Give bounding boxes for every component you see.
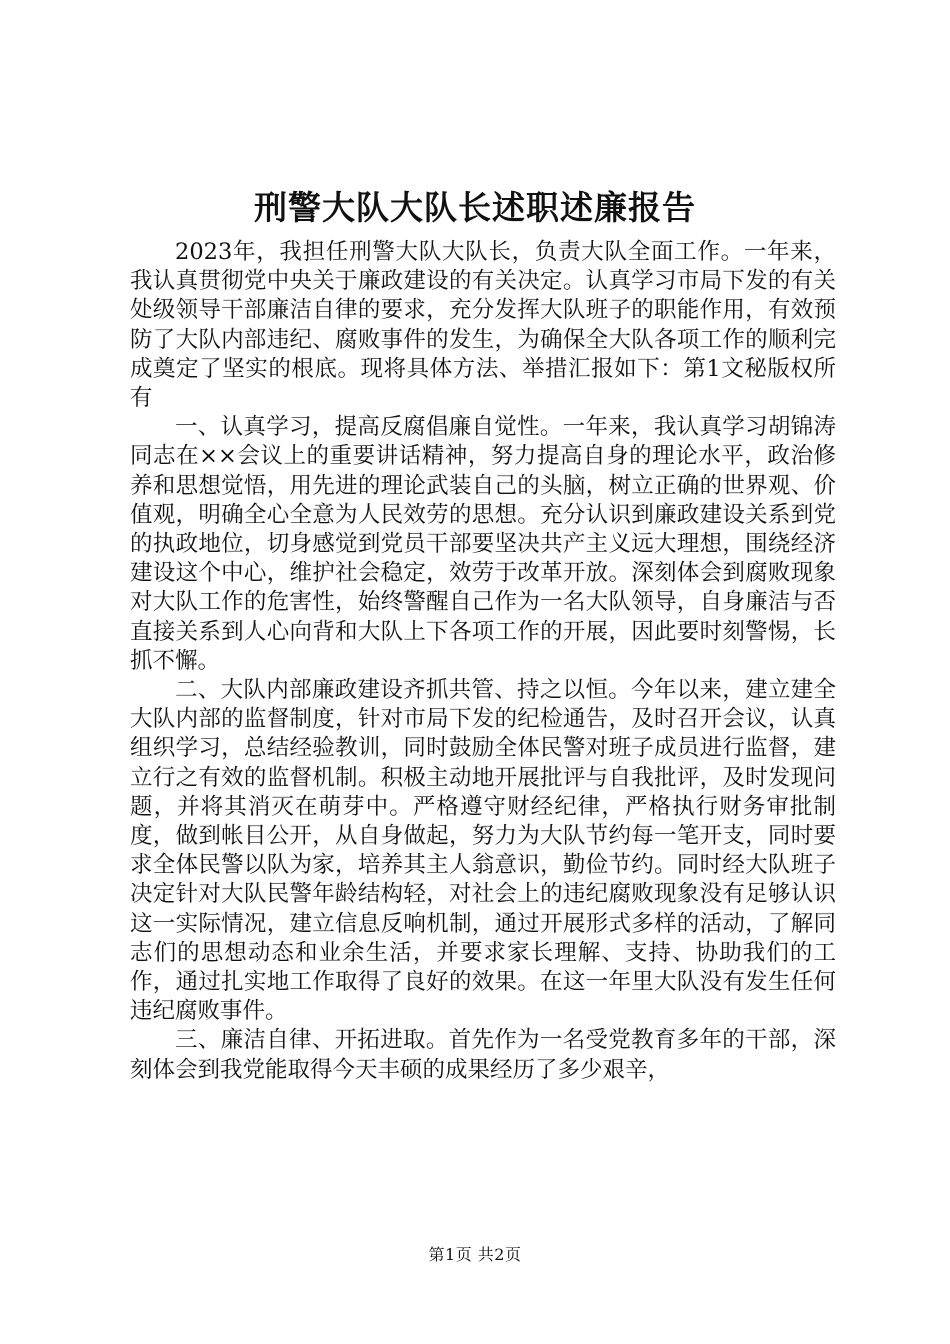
document-body [130,238,836,1085]
page-footer: 第1页 共2页 [428,1245,522,1264]
paragraph-intro: 2023年，我担任刑警大队大队长，负责大队全面工作。一年来，我认真贯彻党中央关于廉政建设的有关决定。认真学习市局下发的有关处级领导干部廉洁自律的要求，充分发挥大队班子的职能作用，有效预防了大队内部违纪、腐败事件的发生，为确保全大队各项工作的顺利完成奠定了坚实的根底。现将具体方法、举措汇报如下：第1文秘版权所有 [130,239,836,412]
paragraph-section-2: 二、大队内部廉政建设齐抓共管、持之以恒。今年以来，建立建全大队内部的监督制度，针对市局下发的纪检通告，及时召开会议，认真组织学习，总结经验教训，同时鼓励全体民警对班子成员进行监督，建立行之有效的监督机制。积极主动地开展批评与自我批评，及时发现问题，并将其消灭在萌芽中。严格遵守财经纪律，严格执行财务审批制度，做到帐目公开，从自身做起，努力为大队节约每一笔开支，同时要求全体民警以队为家，培养其主人翁意识，勤俭节约。同时经大队班子决定针对大队民警年龄结构轻，对社会上的违纪腐败现象没有足够认识这一实际情况，建立信息反响机制，通过开展形式多样的活动，了解同志们的思想动态和业余生活，并要求家长理解、支持、协助我们的工作，通过扎实地工作取得了良好的效果。在这一年里大队没有发生任何违纪腐败事件。 [130,677,836,1025]
paragraph-section-3: 三、廉洁自律、开拓进取。首先作为一名受党教育多年的干部，深刻体会到我党能取得今天丰硕的成果经历了多少艰辛， [130,1027,836,1083]
paragraph-section-1: 一、认真学习，提高反腐倡廉自觉性。一年来，我认真学习胡锦涛同志在××会议上的重要讲话精神，努力提高自身的理论水平，政治修养和思想觉悟，用先进的理论武装自己的头脑，树立正确的世界观、价值观，明确全心全意为人民效劳的思想。充分认识到廉政建设关系到党的执政地位，切身感觉到党员干部要坚决共产主义远大理想，围绕经济建设这个中心，维护社会稳定，效劳于改革开放。深刻体会到腐败现象对大队工作的危害性，始终警醒自己作为一名大队领导，自身廉洁与否直接关系到人心向背和大队上下各项工作的开展，因此要时刻警惕，长抓不懈。 [130,414,836,674]
document-title: 刑警大队大队长述职述廉报告 [254,188,696,227]
